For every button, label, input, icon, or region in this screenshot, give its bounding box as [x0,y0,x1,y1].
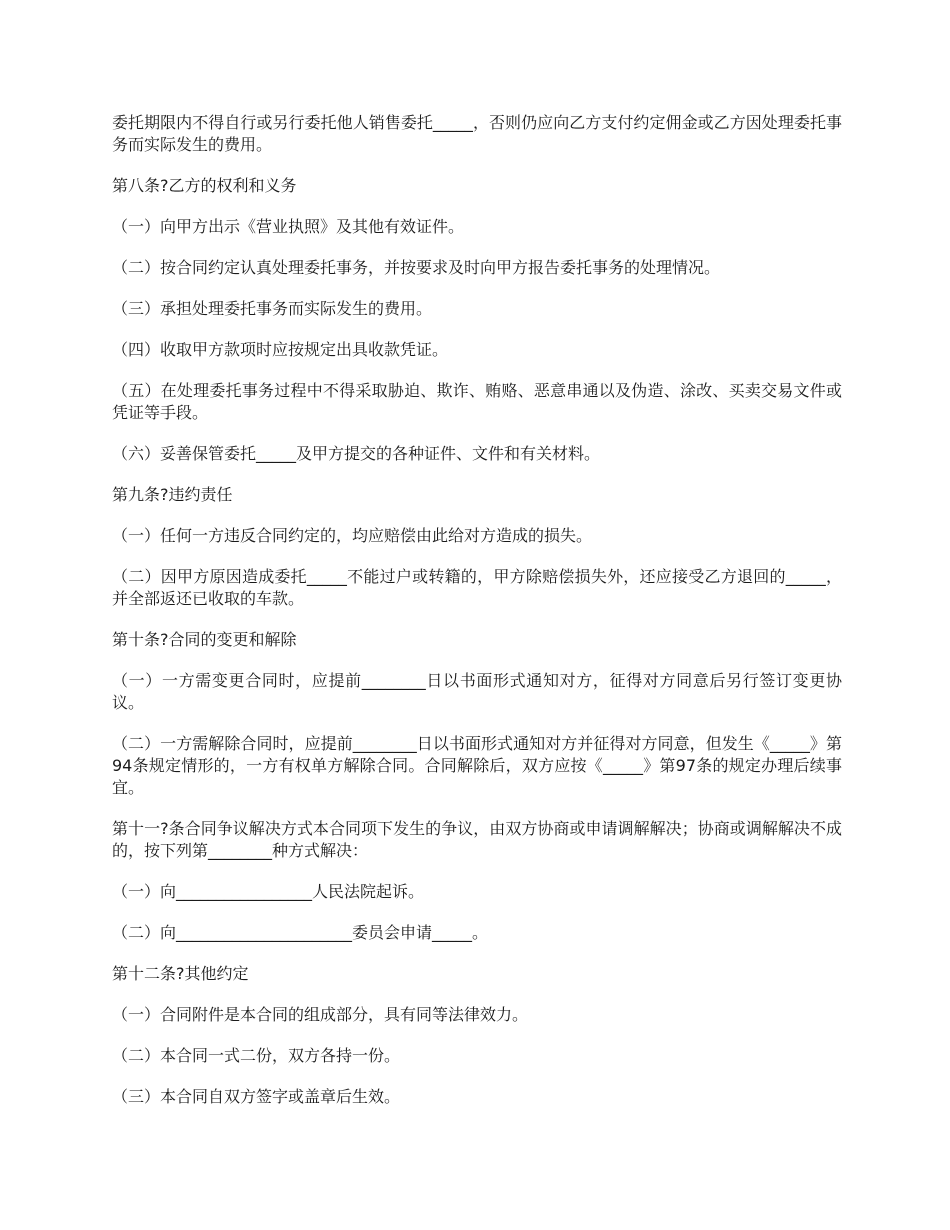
paragraph-8-2: （二）按合同约定认真处理委托事务，并按要求及时向甲方报告委托事务的处理情况。 [112,258,721,277]
paragraph-11-2: （二）向______________________委员会申请_____。 [112,923,489,942]
heading-article-10: 第十条?合同的变更和解除 [112,630,297,649]
heading-article-9: 第九条?违约责任 [112,485,233,504]
paragraph-8-5: （五）在处理委托事务过程中不得采取胁迫、欺诈、贿赂、恶意串通以及伪造、涂改、买卖交易文件或凭证等手段。 [112,381,842,422]
heading-article-8: 第八条?乙方的权利和义务 [112,176,297,195]
paragraph-8-3: （三）承担处理委托事务而实际发生的费用。 [112,299,433,318]
paragraph-8-1: （一）向甲方出示《营业执照》及其他有效证件。 [112,217,465,236]
paragraph-12-3: （三）本合同自双方签字或盖章后生效。 [112,1087,401,1106]
paragraph-article-11: 第十一?条合同争议解决方式本合同项下发生的争议，由双方协商或申请调解解决；协商或调解解决不成的，按下列第________种方式解决： [112,819,842,860]
paragraph-11-1: （一）向_________________人民法院起诉。 [112,882,425,901]
document-page [112,112,842,1127]
paragraph-12-2: （二）本合同一式二份，双方各持一份。 [112,1046,401,1065]
paragraph-9-2: （二）因甲方原因造成委托_____不能过户或转籍的，甲方除赔偿损失外，还应接受乙方退回的_____，并全部返还已收取的车款。 [112,567,842,608]
paragraph-commission-period: 委托期限内不得自行或另行委托他人销售委托_____，否则仍应向乙方支付约定佣金或乙方因处理委托事务而实际发生的费用。 [112,113,842,154]
paragraph-9-1: （一）任何一方违反合同约定的，均应赔偿由此给对方造成的损失。 [112,526,593,545]
paragraph-10-2: （二）一方需解除合同时，应提前________日以书面形式通知对方并征得对方同意，但发生《_____》第94条规定情形的，一方有权单方解除合同。合同解除后，双方应按《_____》第97条的规定办理后续事宜。 [112,734,842,797]
paragraph-10-1: （一）一方需变更合同时，应提前________日以书面形式通知对方，征得对方同意后另行签订变更协议。 [112,671,842,712]
paragraph-12-1: （一）合同附件是本合同的组成部分，具有同等法律效力。 [112,1005,529,1024]
paragraph-8-6: （六）妥善保管委托_____及甲方提交的各种证件、文件和有关材料。 [112,444,601,463]
heading-article-12: 第十二条?其他约定 [112,964,249,983]
paragraph-8-4: （四）收取甲方款项时应按规定出具收款凭证。 [112,340,449,359]
